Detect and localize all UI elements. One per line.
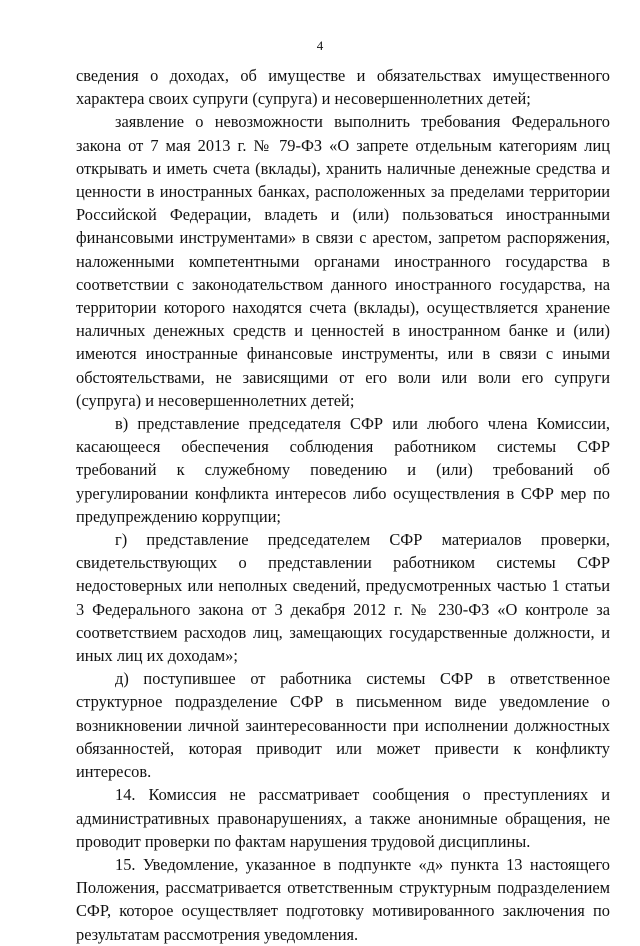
paragraph-item-v: в) представление председателя СФР или любого члена Комиссии, касающееся обеспечения соблюдения работником системы СФР требований к служебному поведению и (или) требований об урегулировании конфликта интересов либо осуществления в СФР мер по предупреждению коррупции; <box>76 414 610 526</box>
paragraph-statement-impossibility: заявление о невозможности выполнить требования Федерального закона от 7 мая 2013 г. № 79-ФЗ «О запрете отдельным категориям лиц открывать и иметь счета (вклады), хранить наличные денежные средства и ценности в иностранных банках, расположенных за пределами территории Российской Федерации, владеть и (или) пользоваться иностранными финансовыми инструментами» в связи с арестом, запретом распоряжения, наложенными компетентными органами иностранного государства в соответствии с законодательством данного иностранного государства, на территории которого находятся счета (вклады), осуществляется хранение наличных денежных средств и ценностей в иностранном банке и (или) имеются иностранные финансовые инструменты, или в связи с иными обстоятельствами, не зависящими от его воли или воли его супруги (супруга) и несовершеннолетних детей; <box>76 112 610 410</box>
paragraph-clause-14: 14. Комиссия не рассматривает сообщения о преступлениях и административных правонарушениях, а также анонимные обращения, не проводит проверки по фактам нарушения трудовой дисциплины. <box>76 785 610 851</box>
document-body <box>76 64 610 946</box>
paragraph-income-info: сведения о доходах, об имуществе и обязательствах имущественного характера своих супруги (супруга) и несовершеннолетних детей; <box>76 66 610 109</box>
paragraph-item-d: д) поступившее от работника системы СФР в ответственное структурное подразделение СФР в письменном виде уведомление о возникновении личной заинтересованности при исполнении должностных обязанностей, которая приводит или может привести к конфликту интересов. <box>76 669 610 782</box>
page-number: 4 <box>316 38 324 53</box>
paragraph-item-g: г) представление председателем СФР материалов проверки, свидетельствующих о представлении работником системы СФР недостоверных или неполных сведений, предусмотренных частью 1 статьи 3 Федерального закона от 3 декабря 2012 г. № 230-ФЗ «О контроле за соответствием расходов лиц, замещающих государственные должности, и иных лиц их доходам»; <box>76 530 610 666</box>
paragraph-clause-15: 15. Уведомление, указанное в подпункте «д» пункта 13 настоящего Положения, рассматривается ответственным структурным подразделением СФР, которое осуществляет подготовку мотивированного заключения по результатам рассмотрения уведомления. <box>76 854 610 944</box>
